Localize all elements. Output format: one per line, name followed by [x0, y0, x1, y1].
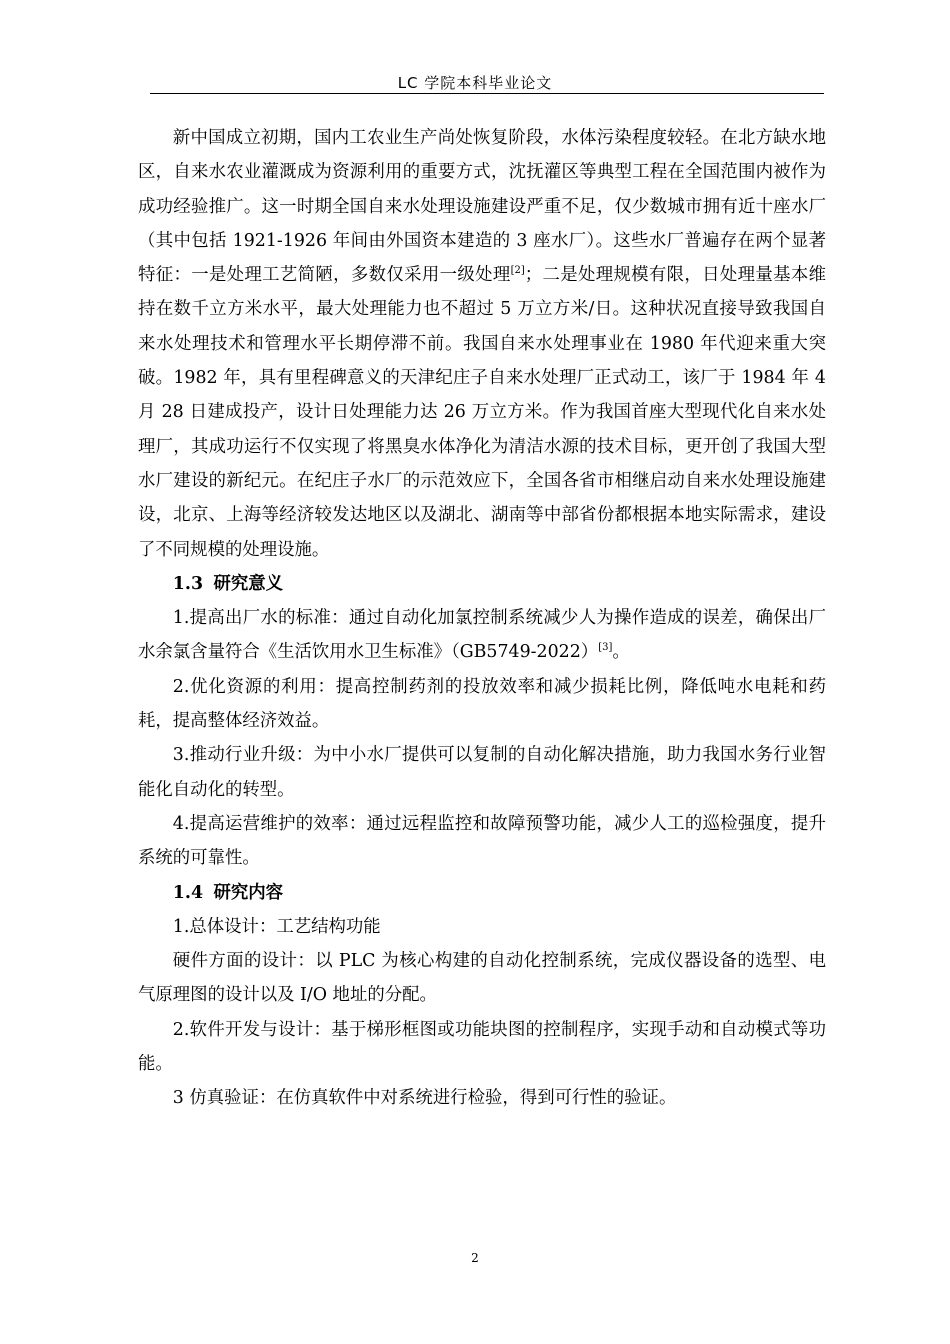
significance-item-2: 2.优化资源的利用：提高控制药剂的投放效率和减少损耗比例，降低吨水电耗和药耗，提高整体经济效益。	[138, 676, 826, 732]
content-item-2: 2.软件开发与设计：基于梯形框图或功能块图的控制程序，实现手动和自动模式等功能。	[138, 1019, 826, 1075]
significance-item-1	[138, 601, 826, 670]
section-heading-1-3	[138, 567, 826, 601]
section-title: 研究内容	[213, 882, 284, 903]
section-number: 1.4	[172, 882, 204, 903]
citation-ref: [2]	[510, 265, 525, 277]
significance-item-1-end: 。	[612, 642, 630, 663]
history-text-part-2: ；二是处理规模有限，日处理量基本维持在数千立方米水平，最大处理能力也不超过 5 万立方米/日。这种状况直接导致我国自来水处理技术和管理水平长期停滞不前。我国自来水处理事业在 1980 年代迎来重大突破。1982 年，具有里程碑意义的天津纪庄子自来水处理厂正式动工，该厂于 1984 年 4 月 28 日建成投产，设计日处理能力达 26 万立方米。作为我国首座大型现代化自来水处理厂，其成功运行不仅实现了将黑臭水体净化为清洁水源的技术目标，更开创了我国大型水厂建设的新纪元。在纪庄子水厂的示范效应下，全国各省市相继启动自来水处理设施建设，北京、上海等经济较发达地区以及湖北、湖南等中部省份都根据本地实际需求，建设了不同规模的处理设施。	[138, 265, 826, 560]
citation-ref: [3]	[598, 642, 613, 654]
content-item-1: 1.总体设计：工艺结构功能	[172, 916, 381, 937]
body-text	[138, 121, 826, 1116]
significance-item-1-text: 1.提高出厂水的标准：通过自动化加氯控制系统减少人为操作造成的误差，确保出厂水余氯含量符合《生活饮用水卫生标准》（GB5749-2022）	[138, 608, 826, 663]
section-title: 研究意义	[213, 573, 284, 594]
section-heading-1-4	[138, 876, 826, 910]
section-number: 1.3	[172, 573, 204, 594]
content-item-3: 3 仿真验证：在仿真软件中对系统进行检验，得到可行性的验证。	[172, 1088, 677, 1109]
page-number: 2	[471, 1251, 479, 1265]
history-paragraph	[138, 121, 826, 567]
history-text-part-1: 新中国成立初期，国内工农业生产尚处恢复阶段，水体污染程度较轻。在北方缺水地区，自来水农业灌溉成为资源利用的重要方式，沈抚灌区等典型工程在全国范围内被作为成功经验推广。这一时期全国自来水处理设施建设严重不足，仅少数城市拥有近十座水厂（其中包括 1921-1926 年间由外国资本建造的 3 座水厂）。这些水厂普遍存在两个显著特征：一是处理工艺简陋，多数仅采用一级处理	[138, 128, 826, 286]
running-header-title: LC 学院本科毕业论文	[397, 74, 553, 92]
significance-item-4: 4.提高运营维护的效率：通过远程监控和故障预警功能，减少人工的巡检强度，提升系统的可靠性。	[138, 813, 826, 869]
content-item-1-detail: 硬件方面的设计：以 PLC 为核心构建的自动化控制系统，完成仪器设备的选型、电气原理图的设计以及 I/O 地址的分配。	[138, 951, 826, 1006]
significance-item-3: 3.推动行业升级：为中小水厂提供可以复制的自动化解决措施，助力我国水务行业智能化自动化的转型。	[138, 745, 826, 800]
header-rule	[150, 93, 824, 94]
